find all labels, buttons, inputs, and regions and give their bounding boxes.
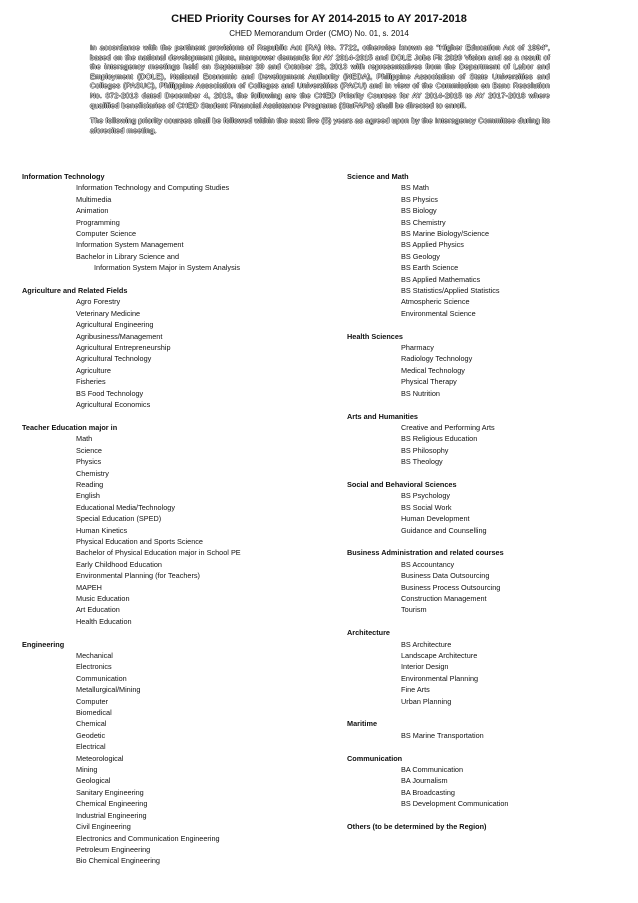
course-item: Agricultural Economics <box>76 400 151 410</box>
course-item: Chemistry <box>76 468 109 478</box>
course-item: BS Theology <box>401 457 443 467</box>
course-item: Medical Technology <box>401 365 465 375</box>
course-item: Environmental Science <box>401 308 476 318</box>
course-item: BS Applied Physics <box>401 240 464 250</box>
course-item: Science <box>76 445 102 455</box>
course-item: Bachelor in Library Science and <box>76 251 180 261</box>
course-item: Sanitary Engineering <box>76 787 144 797</box>
course-item: BS Nutrition <box>401 388 440 398</box>
section-social-behavioral <box>347 479 617 536</box>
section-information-technology <box>22 171 322 274</box>
course-item: Atmospheric Science <box>401 297 470 307</box>
course-item: Educational Media/Technology <box>76 502 175 512</box>
course-item: BS Development Communication <box>401 799 509 809</box>
section-heading: Business Administration and related courses <box>347 548 504 558</box>
course-item: Construction Management <box>401 593 487 603</box>
course-item: BS Chemistry <box>401 217 446 227</box>
course-item: Human Kinetics <box>76 525 128 535</box>
course-item: Electrical <box>76 742 106 752</box>
course-item: Environmental Planning <box>401 673 479 683</box>
section-heading: Social and Behavioral Sciences <box>347 479 457 489</box>
section-heading: Architecture <box>347 628 390 638</box>
page-title: CHED Priority Courses for AY 2014-2015 to AY 2017-2018 <box>171 13 467 25</box>
section-maritime <box>347 718 617 741</box>
section-health-sciences <box>347 331 617 399</box>
course-item: Early Childhood Education <box>76 559 162 569</box>
course-item: Civil Engineering <box>76 822 131 832</box>
course-item: Fine Arts <box>401 685 430 695</box>
section-agriculture <box>22 285 322 410</box>
section-teacher-education <box>22 422 322 627</box>
course-item: BS Psychology <box>401 491 451 501</box>
course-item: Mining <box>76 765 98 775</box>
course-item: Radiology Technology <box>401 354 473 364</box>
course-item: Agricultural Engineering <box>76 320 154 330</box>
course-item: BS Statistics/Applied Statistics <box>401 286 500 296</box>
course-item: BS Social Work <box>401 502 452 512</box>
course-item: BS Applied Mathematics <box>401 274 481 284</box>
course-item: Fisheries <box>76 377 106 387</box>
course-item: Reading <box>76 479 104 489</box>
course-item: Electronics <box>76 662 112 672</box>
course-item: Special Education (SPED) <box>76 514 162 524</box>
left-column <box>22 171 322 878</box>
course-item: Tourism <box>401 605 427 615</box>
course-item: BS Marine Biology/Science <box>401 229 490 239</box>
course-item: Multimedia <box>76 194 112 204</box>
course-item: Animation <box>76 206 109 216</box>
intro-paragraph: In accordance with the pertinent provisions of Republic Act (RA) No. 7722, otherwise known as "Higher Education Act of 1994", based on the national development plans, manpower demands for AY 2014-2015 and DOLE Jobs Fit 2020 Vision and as a result of the interagency meetings held on September 30 and October 28, 2013 with representatives from the Department of Labor and Employment (DOLE), National Economic and Development Authority (NEDA), Philippine Association of State Universities and Colleges (PASUC), Philippine Association of Colleges and Universities (PACU) and in view of the Commission en Banc Resolution No. 872-2013 dated December 4, 2013, the following are the CHED Priority Courses for AY 2014-2015 to AY 2017-2018 where qualified beneficiaries of CHED Student Financial Assistance Programs (StuFAPs) shall be directed to enroll. <box>90 43 550 110</box>
course-item: BA Communication <box>401 765 464 775</box>
course-item: Agricultural Entrepreneurship <box>76 343 171 353</box>
course-item: Mechanical <box>76 651 113 661</box>
course-item: Meteorological <box>76 753 124 763</box>
course-item: Agribusiness/Management <box>76 331 163 341</box>
course-item: BS Marine Transportation <box>401 730 484 740</box>
course-item: Interior Design <box>401 662 449 672</box>
course-item: Physics <box>76 457 102 467</box>
course-item: Physical Education and Sports Science <box>76 536 203 546</box>
course-item: Business Process Outsourcing <box>401 582 501 592</box>
section-heading: Agriculture and Related Fields <box>22 286 128 296</box>
course-item: MAPEH <box>76 582 102 592</box>
course-item: Physical Therapy <box>401 377 457 387</box>
course-item: Agricultural Technology <box>76 354 152 364</box>
course-item: Math <box>76 434 93 444</box>
course-item: Creative and Performing Arts <box>401 422 495 432</box>
course-item: BS Geology <box>401 251 440 261</box>
course-item: Guidance and Counselling <box>401 525 487 535</box>
section-arts-humanities <box>347 411 617 468</box>
course-item: BS Food Technology <box>76 388 144 398</box>
course-item: BS Philosophy <box>401 445 449 455</box>
course-item: Business Data Outsourcing <box>401 571 490 581</box>
course-item: Urban Planning <box>401 696 452 706</box>
section-heading: Engineering <box>22 639 65 649</box>
course-item: BS Physics <box>401 194 438 204</box>
course-item: Electronics and Communication Engineering <box>76 833 220 843</box>
section-science-math <box>347 171 617 319</box>
course-item: Computer <box>76 696 109 706</box>
section-communication <box>347 753 617 810</box>
course-item: Veterinary Medicine <box>76 308 141 318</box>
course-item: Bio Chemical Engineering <box>76 856 160 866</box>
section-others <box>347 821 617 832</box>
right-column <box>347 171 617 844</box>
section-heading: Maritime <box>347 719 378 729</box>
course-item: English <box>76 491 100 501</box>
course-item: BA Broadcasting <box>401 787 455 797</box>
section-heading: Science and Math <box>347 172 409 181</box>
section-heading: Information Technology <box>22 172 105 181</box>
course-item: Human Development <box>401 514 470 524</box>
course-item: Communication <box>76 673 127 683</box>
course-item: BS Math <box>401 183 429 193</box>
course-item: Agriculture <box>76 365 111 375</box>
section-engineering <box>22 639 322 867</box>
course-item: Industrial Engineering <box>76 810 147 820</box>
course-item: Bachelor of Physical Education major in School PE <box>76 548 241 558</box>
section-architecture <box>347 627 617 707</box>
course-item: Petroleum Engineering <box>76 844 151 854</box>
section-business <box>347 547 617 615</box>
course-item: Information System Major in System Analysis <box>94 263 240 273</box>
course-item: Music Education <box>76 594 130 603</box>
course-item: Computer Science <box>76 229 137 239</box>
section-heading: Communication <box>347 753 403 763</box>
course-item: BS Earth Science <box>401 263 459 273</box>
course-item: BA Journalism <box>401 776 448 786</box>
course-item: Information System Management <box>76 240 184 250</box>
course-item: Geological <box>76 776 111 786</box>
intro-text <box>90 43 550 141</box>
course-item: Geodetic <box>76 730 106 740</box>
course-item: Pharmacy <box>401 343 434 353</box>
course-item: BS Accountancy <box>401 559 455 569</box>
course-item: BS Architecture <box>401 639 452 649</box>
course-item: Information Technology and Computing Studies <box>76 183 230 193</box>
course-item: Chemical <box>76 719 107 729</box>
page-subtitle: CHED Memorandum Order (CMO) No. 01, s. 2014 <box>229 29 409 38</box>
course-item: Metallurgical/Mining <box>76 685 141 695</box>
section-heading: Teacher Education major in <box>22 422 118 432</box>
course-item: Biomedical <box>76 708 112 718</box>
course-item: Agro Forestry <box>76 297 121 307</box>
course-item: Landscape Architecture <box>401 650 478 660</box>
course-item: Programming <box>76 217 120 227</box>
section-heading: Health Sciences <box>347 331 403 341</box>
course-item: BS Biology <box>401 206 437 216</box>
course-item: Environmental Planning (for Teachers) <box>76 571 200 581</box>
section-heading: Arts and Humanities <box>347 411 418 421</box>
course-item: Chemical Engineering <box>76 799 148 809</box>
intro-paragraph: The following priority courses shall be followed within the next five (5) years as agreed upon by the Interagency Committee during its aforecited meeting. <box>90 116 550 135</box>
section-heading: Others (to be determined by the Region) <box>347 822 487 832</box>
course-item: Health Education <box>76 616 132 626</box>
course-item: BS Religious Education <box>401 434 478 444</box>
course-item: Art Education <box>76 605 120 615</box>
